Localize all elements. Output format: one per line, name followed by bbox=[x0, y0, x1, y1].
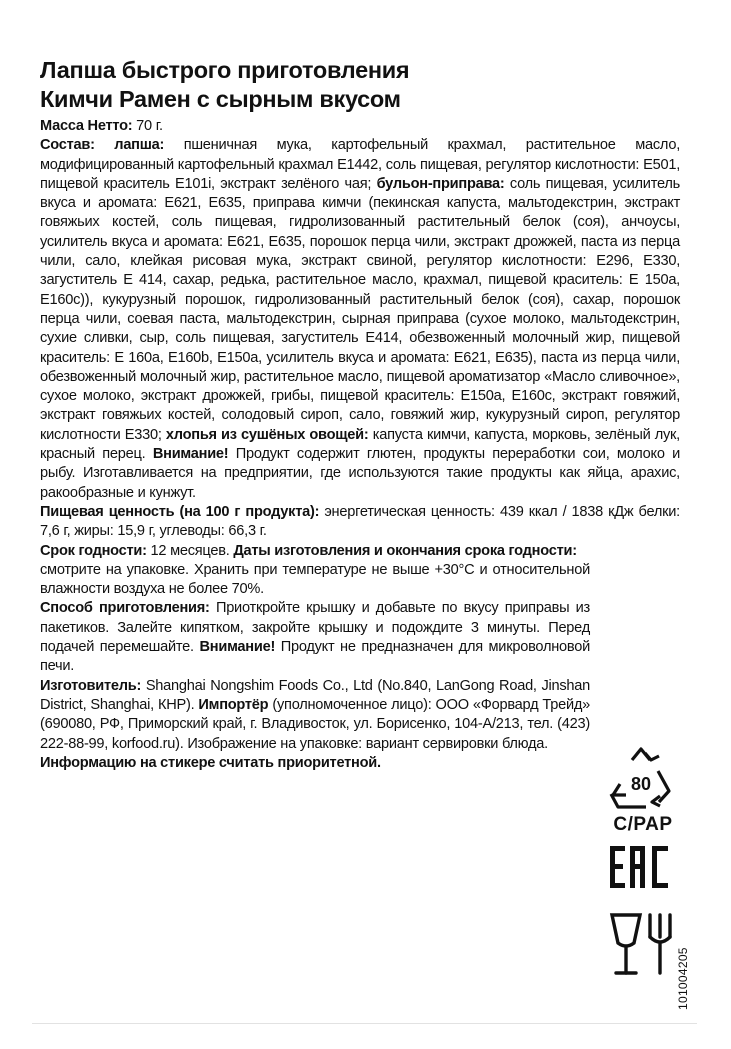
storage bbox=[40, 561, 590, 600]
narrow-block bbox=[40, 561, 590, 773]
manufacturer-label: Изготовитель: bbox=[40, 677, 142, 694]
microwave-text: Продукт не предназначен для микроволновой печи. bbox=[40, 639, 591, 675]
flakes-text: капуста кимчи, капуста, морковь, зелёный лук, красный перец. bbox=[40, 426, 680, 463]
net-mass-label: Масса Нетто: bbox=[40, 118, 133, 134]
glass-fork-icon bbox=[606, 909, 678, 979]
sticker-note bbox=[40, 754, 590, 773]
recycle-code: C/PAP bbox=[613, 814, 673, 835]
shelf-life-value: 12 месяцев. bbox=[146, 542, 234, 559]
vertical-code: 101004205 bbox=[676, 947, 690, 1010]
product-label bbox=[40, 56, 680, 773]
shelf-life-label: Срок годности: bbox=[40, 542, 147, 559]
title-line-2: Кимчи Рамен с сырным вкусом bbox=[40, 86, 401, 112]
microwave-attention-label: Внимание! bbox=[199, 639, 276, 656]
importer-label: Импортёр bbox=[198, 696, 269, 713]
composition-label: Состав: bbox=[40, 137, 95, 154]
preparation bbox=[40, 599, 590, 676]
preparation-text: Приоткройте крышку и добавьте по вкусу приправы из пакетиков. Залейте кипятком, закройте крышку и подождите 3 минуты. Перед подачей перемешайте. bbox=[40, 600, 590, 656]
nutrition-text: энергетическая ценность: 439 ккал / 1838 кДж белки: 7,6 г, жиры: 15,9 г, углеводы: 66,3 г. bbox=[40, 503, 680, 540]
eac-mark bbox=[608, 844, 672, 890]
manufacturer-text: Shanghai Nongshim Foods Co., Ltd (No.840, LanGong Road, Jinshan District, Shanghai, КНР). bbox=[40, 677, 590, 713]
noodle-label: лапша: bbox=[114, 137, 165, 154]
importer-text: (уполномоченное лицо): ООО «Форвард Трейд» (690080, РФ, Приморский край, г. Владивосток, ул. Борисенко, 104-А/213, тел. (423) 222-88-99, korfood.ru). Изображение на упаковке: вариант сервировки блюда. bbox=[40, 696, 590, 752]
product-title bbox=[40, 56, 680, 114]
broth-label: бульон-приправа: bbox=[376, 175, 505, 192]
label-bottom-edge bbox=[32, 1023, 697, 1024]
sticker-note-text: Информацию на стикере считать приоритетной. bbox=[40, 754, 381, 771]
recycle-icon bbox=[602, 744, 680, 814]
allergen-text: Продукт содержит глютен, продукты переработки сои, молоко и рыбу. Изготавливается на предприятии, где используются такие продукты как яйца, арахис, ракообразные и кунжут. bbox=[40, 446, 681, 501]
title-line-1: Лапша быстрого приготовления bbox=[40, 57, 410, 83]
noodle-text: пшеничная мука, картофельный крахмал, растительное масло, модифицированный картофельный крахмал Е1442, соль пищевая, регулятор кислотности: Е501, пищевой краситель Е101i, экстракт зелёного чая; bbox=[40, 137, 681, 192]
shelf-life-top bbox=[40, 542, 680, 561]
nutrition bbox=[40, 503, 680, 542]
manufacturer bbox=[40, 677, 590, 754]
broth-text: соль пищевая, усилитель вкуса и аромата: Е621, Е635, приправа кимчи (пекинская капуста, мальтодекстрин, экстракт говяжьих костей, соль пищевая, гидролизованный растительный белок (соя), анчоусы, усилитель вкуса и аромата: Е621, Е635, порошок перца чили, экстракт дрожжей, паста из перца чили, сало, клейкая рисовая мука, экстракт свиной, регулятор кислотности: Е296, Е330, загуститель Е 414, сахар, редька, растительное масло, крахмал, пищевой краситель: Е 150а, Е160с)), кукурузный порошок, гидролизованный растительный белок (соя), сахар, порошок перца чили, соевая паста, мальтодекстрин, сырная приправа (сухое молоко, мальтодекстрин, сухие сливки, сыр, соль пищевая, загуститель Е414, обезвоженный молочный жир, пищевой краситель: Е 160а, Е160b, Е150а, усилитель вкуса и аромата: Е621, Е635), паста из перца чили, обезвоженный молочный жир, растительное масло, пищевой ароматизатор «Масло сливочное», сухое молоко, экстракт дрожжей, грибы, пищевой краситель: Е150а, Е160с, экстракт говяжий, экстракт говяжьих костей, солодовый сироп, сало, говяжий жир, кукурузный сироп, регулятор кислотности Е330; bbox=[40, 175, 680, 443]
storage-text: смотрите на упаковке. Хранить при температуре не выше +30°С и относительной влажности воздуха не более 70%. bbox=[40, 561, 590, 598]
allergen-attention-label: Внимание! bbox=[152, 446, 229, 463]
net-mass-value: 70 г. bbox=[132, 118, 163, 134]
nutrition-label: Пищевая ценность (на 100 г продукта): bbox=[40, 503, 320, 520]
net-mass bbox=[40, 117, 680, 136]
recycle-number: 80 bbox=[630, 774, 652, 794]
composition bbox=[40, 136, 680, 503]
dates-label: Даты изготовления и окончания срока годности: bbox=[233, 542, 577, 559]
preparation-label: Способ приготовления: bbox=[40, 600, 210, 617]
flakes-label: хлопья из сушёных овощей: bbox=[165, 426, 369, 443]
